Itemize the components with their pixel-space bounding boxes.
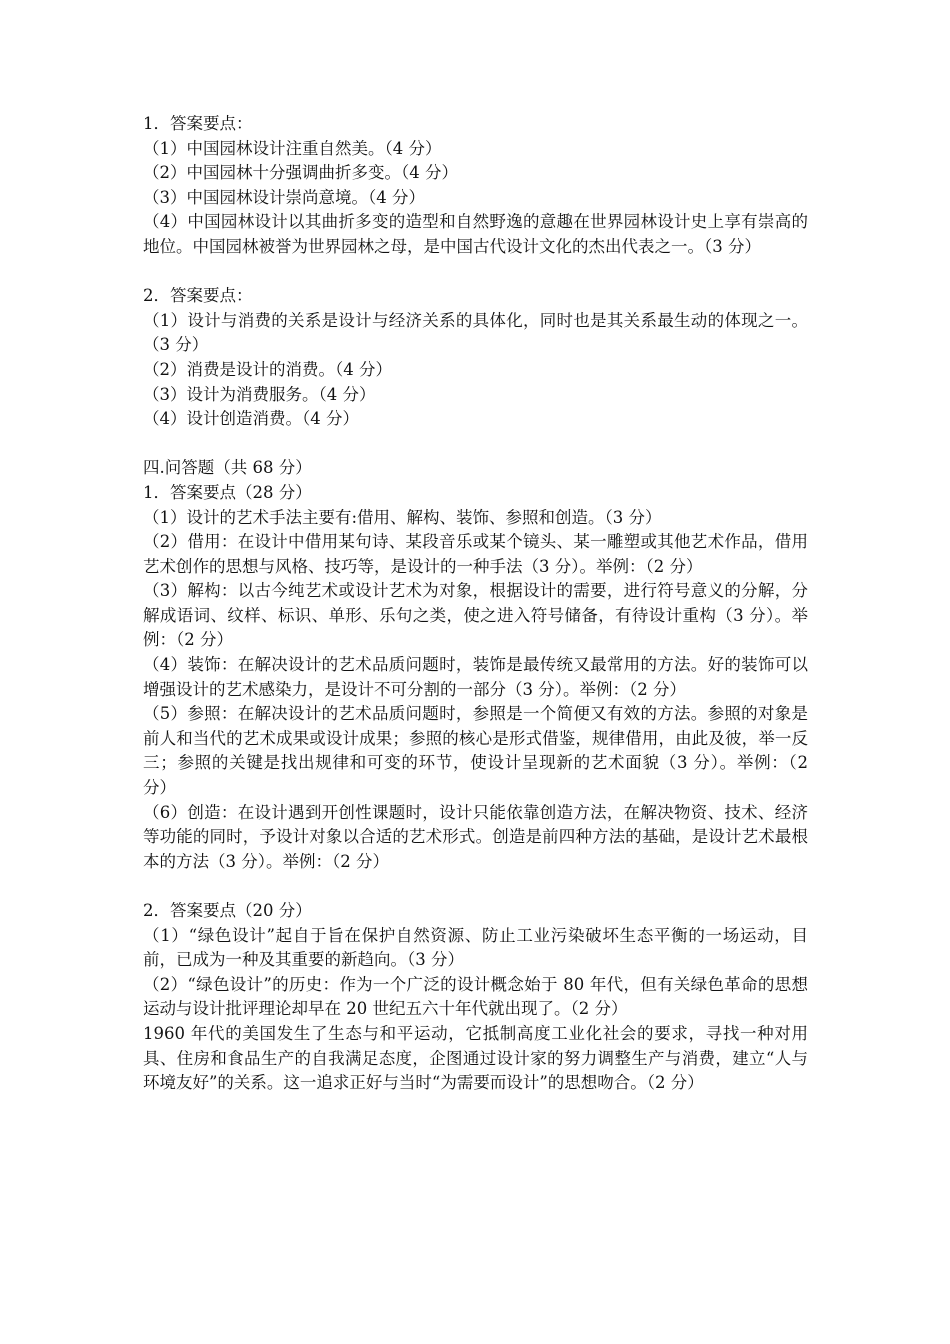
answer-2-title: 2．答案要点：: [143, 286, 253, 306]
essay-1-point-6: （6）创造：在设计遇到开创性课题时，设计只能依靠创造方法，在解决物资、技术、经济等功能的同时，予设计对象以合适的艺术形式。创造是前四种方法的基础，是设计艺术最根本的方法（3 分）。举例：（2 分）: [143, 802, 808, 871]
essay-2-point-1: （1）“绿色设计”起自于旨在保护自然资源、防止工业污染破坏生态平衡的一场运动，目前，已成为一种及其重要的新趋向。（3 分）: [143, 925, 808, 970]
essay-1-point-3: （3）解构：以古今纯艺术或设计艺术为对象，根据设计的需要，进行符号意义的分解，分解成语词、纹样、标识、单形、乐句之类，使之进入符号储备，有待设计重构（3 分）。举例：（2 分）: [143, 581, 808, 650]
blank-line: [143, 260, 808, 285]
answer-2-point-2: （2）消费是设计的消费。（4 分）: [143, 359, 392, 379]
essay-1-point-2: （2）借用：在设计中借用某句诗、某段音乐或某个镜头、某一雕塑或其他艺术作品，借用艺术创作的思想与风格、技巧等，是设计的一种手法（3 分）。举例：（2 分）: [143, 532, 808, 576]
essay-1-point-5: （5）参照：在解决设计的艺术品质问题时，参照是一个简便又有效的方法。参照的对象是前人和当代的艺术成果或设计成果；参照的核心是形式借鉴，规律借用，由此及彼，举一反三；参照的关键是找出规律和可变的环节，使设计呈现新的艺术面貌（3 分）。举例：（2 分）: [143, 704, 808, 798]
essay-1-point-1: （1）设计的艺术手法主要有:借用、解构、装饰、参照和创造。（3 分）: [143, 507, 662, 527]
answer-1-title: 1．答案要点：: [143, 114, 253, 133]
section-heading: 四.问答题（共 68 分）: [143, 458, 312, 478]
essay-1-point-4: （4）装饰：在解决设计的艺术品质问题时，装饰是最传统又最常用的方法。好的装饰可以增强设计的艺术感染力，是设计不可分割的一部分（3 分）。举例：（2 分）: [143, 655, 808, 699]
document-body: [143, 112, 808, 1096]
answer-2-point-4: （4）设计创造消费。（4 分）: [143, 409, 359, 429]
essay-1-title: 1．答案要点（28 分）: [143, 482, 312, 502]
blank-line: [143, 874, 808, 899]
answer-1-point-3: （3）中国园林设计崇尚意境。（4 分）: [143, 187, 425, 207]
answer-1-point-4: （4）中国园林设计以其曲折多变的造型和自然野逸的意趣在世界园林设计史上享有崇高的地位。中国园林被誉为世界园林之母，是中国古代设计文化的杰出代表之一。（3 分）: [143, 212, 808, 256]
answer-2-point-1: （1）设计与消费的关系是设计与经济关系的具体化，同时也是其关系最生动的体现之一。（3 分）: [143, 310, 808, 355]
essay-2-paragraph: 1960 年代的美国发生了生态与和平运动，它抵制高度工业化社会的要求，寻找一种对用具、住房和食品生产的自我满足态度，企图通过设计家的努力调整生产与消费，建立“人与环境友好”的关系。这一追求正好与当时“为需要而设计”的思想吻合。（2 分）: [143, 1023, 808, 1093]
essay-2-point-2: （2）“绿色设计”的历史：作为一个广泛的设计概念始于 80 年代，但有关绿色革命的思想运动与设计批评理论却早在 20 世纪五六十年代就出现了。（2 分）: [143, 974, 808, 1019]
essay-2-title: 2．答案要点（20 分）: [143, 901, 312, 920]
answer-1-point-1: （1）中国园林设计注重自然美。（4 分）: [143, 138, 442, 158]
answer-2-point-3: （3）设计为消费服务。（4 分）: [143, 384, 376, 404]
blank-line: [143, 432, 808, 457]
answer-1-point-2: （2）中国园林十分强调曲折多变。（4 分）: [143, 163, 458, 183]
